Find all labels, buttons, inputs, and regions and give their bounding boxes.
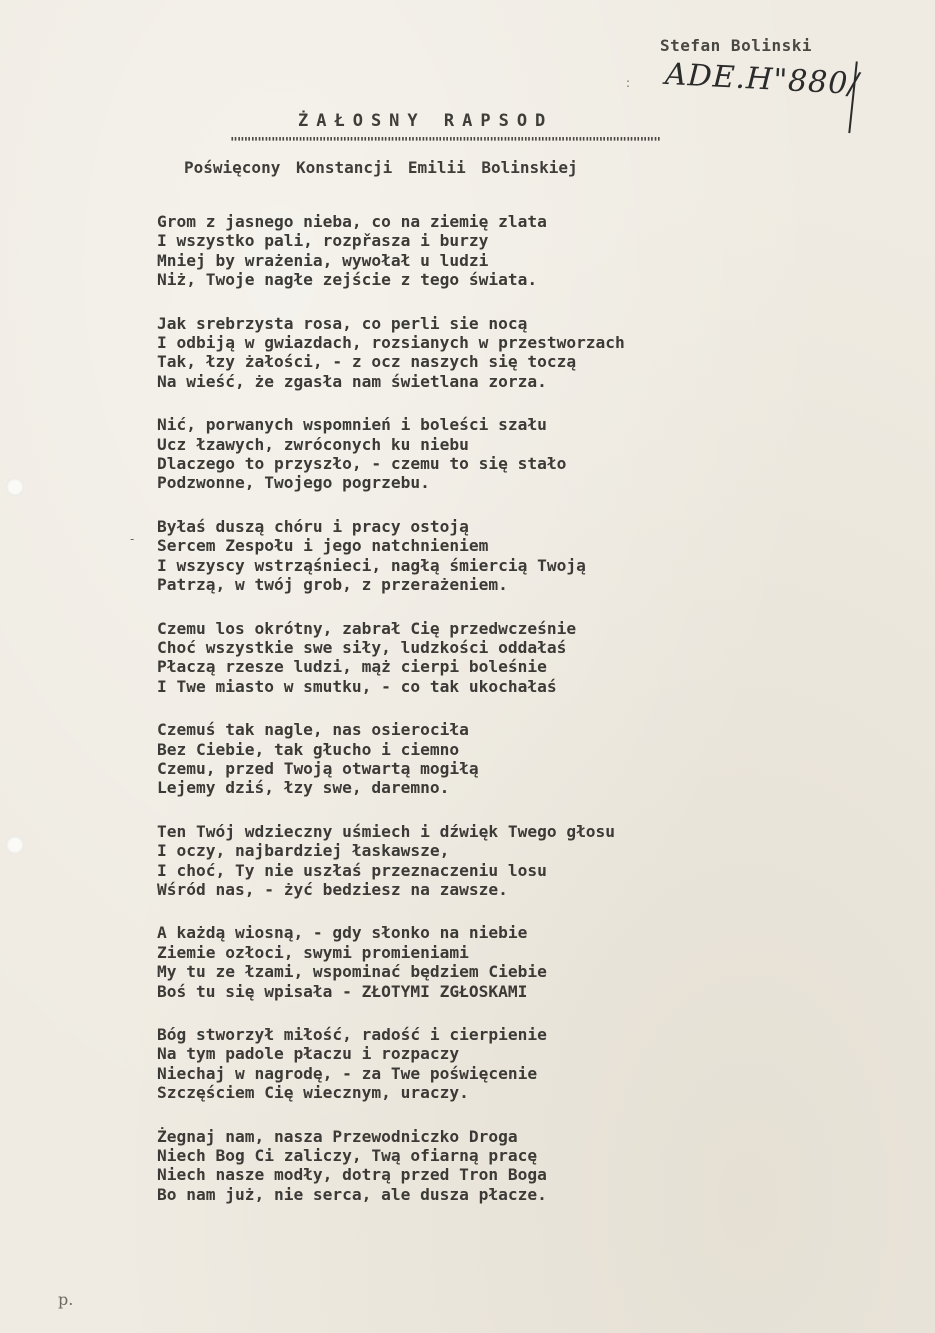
stanza-4 (157, 517, 857, 595)
poem-line: Jak srebrzysta rosa, co perli sie nocą (157, 313, 528, 333)
poem-line: Bóg stworzył miłość, radość i cierpienie (157, 1025, 547, 1044)
poem-line: Ziemie ozłoci, swymi promieniami (157, 942, 469, 962)
poem-line: Choć wszystkie swe siły, ludzkości oddałaś (157, 637, 567, 657)
stanza-2 (157, 314, 857, 392)
poem-line: Grom z jasnego nieba, co na ziemię zlata (157, 212, 547, 231)
poem-line: Niż, Twoje nagłe zejście z tego świata. (157, 270, 538, 290)
poem-line: Byłaś duszą chóru i pracy ostoją (157, 516, 469, 536)
stray-mark: - (130, 532, 135, 546)
poem-line: Na tym padole płaczu i rozpaczy (157, 1044, 460, 1064)
poem-line: Patrzą, w twój grob, z przerażeniem. (157, 575, 508, 595)
stanza-6 (157, 720, 857, 798)
poem-line: Czemu los okrótny, zabrał Cię przedwcześnie (157, 618, 577, 638)
poem-line: Niech Bog Ci zaliczy, Twą ofiarną pracę (157, 1146, 538, 1166)
poem-line: Na wieść, że zgasła nam świetlana zorza. (157, 371, 547, 391)
poem-line: I choć, Ty nie uszłaś przeznaczeniu losu (157, 860, 547, 880)
handwritten-reference: ADE.H"880/ (664, 56, 861, 103)
author-name: Stefan Bolinski (660, 36, 812, 55)
poem-title: ŻAŁOSNY RAPSOD (298, 111, 554, 131)
poem-line: Dlaczego to przyszło, - czemu to się stało (157, 454, 567, 474)
stanza-9 (157, 1025, 857, 1103)
stanza-5 (157, 619, 857, 697)
poem-line: I wszyscy wstrząśnieci, nagłą śmiercią Twoją (157, 555, 586, 575)
poem-line: Nić, porwanych wspomnień i boleści szału (157, 415, 547, 435)
poem-body (157, 212, 857, 1228)
poem-line: Płaczą rzesze ludzi, mąż cierpi boleśnie (157, 657, 547, 677)
poem-line: I oczy, najbardziej łaskawsze, (157, 841, 450, 861)
punch-hole-bottom (6, 836, 24, 854)
dedication-line: Poświęcony Konstancji Emilii Bolinskiej (184, 158, 578, 177)
poem-line: Szczęściem Cię wiecznym, uraczy. (157, 1083, 469, 1103)
poem-line: Boś tu się wpisała - ZŁOTYMI ZGŁOSKAMI (157, 981, 528, 1001)
poem-line: I odbiją w gwiazdach, rozsianych w przestworzach (157, 333, 625, 353)
poem-line: I Twe miasto w smutku, - co tak ukochałaś (157, 676, 557, 696)
poem-line: Ten Twój wdzieczny uśmiech i dźwięk Twego głosu (157, 821, 616, 841)
poem-line: Żegnaj nam, nasza Przewodniczko Droga (157, 1126, 518, 1146)
title-underline: """"""""""""""""""""""""""""""""""""""""""""""""""""""""""""""" (230, 136, 661, 151)
poem-line: A każdą wiosną, - gdy słonko na niebie (157, 923, 528, 943)
poem-line: Wśród nas, - żyć bedziesz na zawsze. (157, 879, 508, 899)
poem-line: Ucz łzawych, zwróconych ku niebu (157, 434, 469, 454)
poem-line: Niech nasze modły, dotrą przed Tron Boga (157, 1165, 547, 1185)
poem-line: Bo nam już, nie serca, ale dusza płacze. (157, 1184, 547, 1204)
stray-mark: : (626, 76, 631, 90)
poem-line: Mniej by wrażenia, wywołał u ludzi (157, 250, 489, 270)
poem-line: Czemu, przed Twoją otwartą mogiłą (157, 758, 479, 778)
poem-line: My tu ze łzami, wspominać będziem Ciebie (157, 962, 547, 982)
stanza-8 (157, 923, 857, 1001)
stanza-3 (157, 415, 857, 493)
pencil-mark: p. (58, 1290, 74, 1309)
poem-line: Bez Ciebie, tak głucho i ciemno (157, 739, 460, 759)
stanza-10 (157, 1127, 857, 1205)
poem-line: Lejemy dziś, łzy swe, daremno. (157, 778, 450, 798)
poem-line: Tak, łzy żałości, - z ocz naszych się toczą (157, 352, 577, 372)
poem-line: Niechaj w nagrodę, - za Twe poświęcenie (157, 1063, 538, 1083)
punch-hole-top (6, 478, 24, 496)
stanza-7 (157, 822, 857, 900)
poem-line: Czemuś tak nagle, nas osierociła (157, 720, 469, 740)
poem-line: Podzwonne, Twojego pogrzebu. (157, 473, 430, 493)
poem-line: I wszystko pali, rozpřasza i burzy (157, 231, 489, 251)
stanza-1 (157, 212, 857, 290)
poem-line: Sercem Zespołu i jego natchnieniem (157, 536, 489, 556)
